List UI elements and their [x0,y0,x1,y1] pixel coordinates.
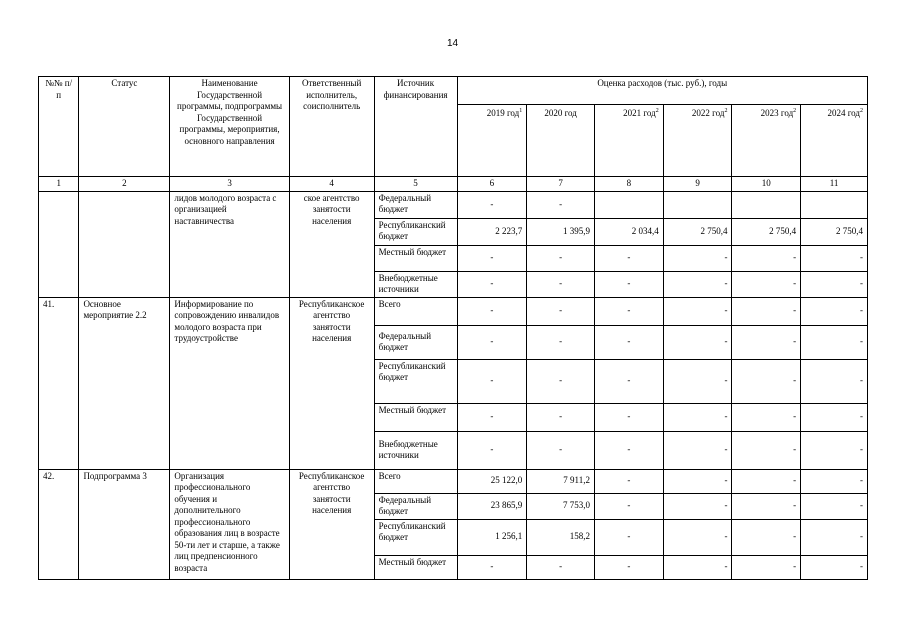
value-cell: 2 223,7 [457,218,527,245]
value-cell: - [801,297,868,325]
column-number: 4 [289,177,374,192]
value-cell: - [527,325,595,359]
value-cell [663,191,732,218]
column-number: 7 [527,177,595,192]
row-name: Организация профессионального обучения и дополнительного профессионального образования лиц в возрасте 50-ти лет и старше, а также лиц предпенсионного возраста [170,469,289,579]
header-status: Статус [79,77,170,177]
value-cell: - [663,245,732,271]
value-cell: - [732,325,801,359]
value-cell: 1 395,9 [527,218,595,245]
funding-source: Федеральный бюджет [374,325,457,359]
column-number: 3 [170,177,289,192]
value-cell: - [527,403,595,431]
row-executor: ское агентство занятости населения [289,191,374,297]
funding-source: Внебюджетные источники [374,271,457,297]
value-cell: - [457,245,527,271]
value-cell: - [801,519,868,555]
value-cell: - [527,297,595,325]
column-number: 6 [457,177,527,192]
value-cell [732,191,801,218]
funding-source: Республиканский бюджет [374,218,457,245]
column-number: 2 [79,177,170,192]
value-cell: 25 122,0 [457,469,527,493]
value-cell: 1 256,1 [457,519,527,555]
row-num: 41. [39,297,79,469]
header-year-2021: 2021 год$^2$ [594,105,663,177]
value-cell: - [732,403,801,431]
funding-source: Местный бюджет [374,555,457,579]
value-cell: - [801,271,868,297]
header-year-2022: 2022 год$^2$ [663,105,732,177]
column-number: 8 [594,177,663,192]
row-name: лидов молодого возраста с организацией наставничества [170,191,289,297]
row-status-cell [79,191,170,297]
value-cell: - [732,359,801,403]
funding-source: Всего [374,469,457,493]
value-cell: - [527,191,595,218]
column-number: 5 [374,177,457,192]
header-source: Источник финансирования [374,77,457,177]
value-cell: - [594,271,663,297]
budget-table [38,76,868,580]
value-cell: - [457,191,527,218]
value-cell: - [457,403,527,431]
value-cell: - [527,271,595,297]
value-cell: - [663,519,732,555]
value-cell: - [527,245,595,271]
value-cell: - [457,431,527,469]
value-cell: - [801,493,868,519]
value-cell: - [457,297,527,325]
column-number: 1 [39,177,79,192]
column-number: 10 [732,177,801,192]
value-cell: - [663,493,732,519]
value-cell: 2 750,4 [663,218,732,245]
row-executor: Республиканское агентство занятости населения [289,469,374,579]
column-number: 11 [801,177,868,192]
value-cell: - [594,493,663,519]
value-cell: - [527,359,595,403]
column-number: 9 [663,177,732,192]
funding-source: Внебюджетные источники [374,431,457,469]
value-cell: - [801,431,868,469]
column-numbering-row [39,177,868,192]
header-costs: Оценка расходов (тыс. руб.), годы [457,77,868,105]
funding-source: Местный бюджет [374,403,457,431]
header-num: №№ п/п [39,77,79,177]
value-cell: - [663,403,732,431]
value-cell: - [801,325,868,359]
value-cell: 7 911,2 [527,469,595,493]
funding-source: Федеральный бюджет [374,191,457,218]
value-cell: - [594,469,663,493]
row-num: 42. [39,469,79,579]
value-cell: - [594,555,663,579]
value-cell: - [663,431,732,469]
header-year-2020: 2020 год [527,105,595,177]
value-cell: - [732,271,801,297]
value-cell: - [457,359,527,403]
value-cell: - [663,359,732,403]
value-cell [594,191,663,218]
value-cell: - [594,519,663,555]
value-cell: 2 034,4 [594,218,663,245]
table-row [39,191,868,218]
value-cell: - [732,297,801,325]
value-cell: - [801,469,868,493]
value-cell: 2 750,4 [732,218,801,245]
row-status: Подпрограмма 3 [79,469,170,579]
value-cell: - [732,555,801,579]
header-row-1 [39,77,868,105]
value-cell: - [663,297,732,325]
value-cell: - [732,469,801,493]
value-cell: - [801,555,868,579]
value-cell: - [527,555,595,579]
value-cell: - [457,271,527,297]
value-cell: - [663,325,732,359]
value-cell: - [457,325,527,359]
row-status: Основное мероприятие 2.2 [79,297,170,469]
value-cell: - [801,359,868,403]
funding-source: Республиканский бюджет [374,519,457,555]
value-cell: - [594,297,663,325]
value-cell: - [594,431,663,469]
row-name: Информирование по сопровождению инвалидов молодого возраста при трудоустройстве [170,297,289,469]
value-cell: - [594,359,663,403]
value-cell: - [663,555,732,579]
funding-source: Федеральный бюджет [374,493,457,519]
value-cell: - [663,469,732,493]
value-cell: - [801,245,868,271]
header-year-2024: 2024 год$^2$ [801,105,868,177]
value-cell: - [732,431,801,469]
value-cell: 23 865,9 [457,493,527,519]
value-cell: - [594,403,663,431]
value-cell: - [527,431,595,469]
value-cell: - [594,325,663,359]
header-executor: Ответственный исполнитель, соисполнитель [289,77,374,177]
value-cell: 158,2 [527,519,595,555]
value-cell: - [457,555,527,579]
funding-source: Всего [374,297,457,325]
value-cell [801,191,868,218]
value-cell: - [732,519,801,555]
value-cell: - [732,493,801,519]
header-year-2023: 2023 год$^2$ [732,105,801,177]
funding-source: Республиканский бюджет [374,359,457,403]
value-cell: 2 750,4 [801,218,868,245]
value-cell: - [594,245,663,271]
value-cell: - [801,403,868,431]
page-number: 14 [446,38,459,49]
header-name: Наименование Государственной программы, подпрограммы Государственной программы, мероприятия, основного направления [170,77,289,177]
row-executor: Республиканское агентство занятости населения [289,297,374,469]
table-row [39,469,868,493]
value-cell: 7 753,0 [527,493,595,519]
row-num-cell [39,191,79,297]
value-cell: - [663,271,732,297]
header-year-2019: 2019 год$^1$ [457,105,527,177]
funding-source: Местный бюджет [374,245,457,271]
value-cell: - [732,245,801,271]
table-row [39,297,868,325]
